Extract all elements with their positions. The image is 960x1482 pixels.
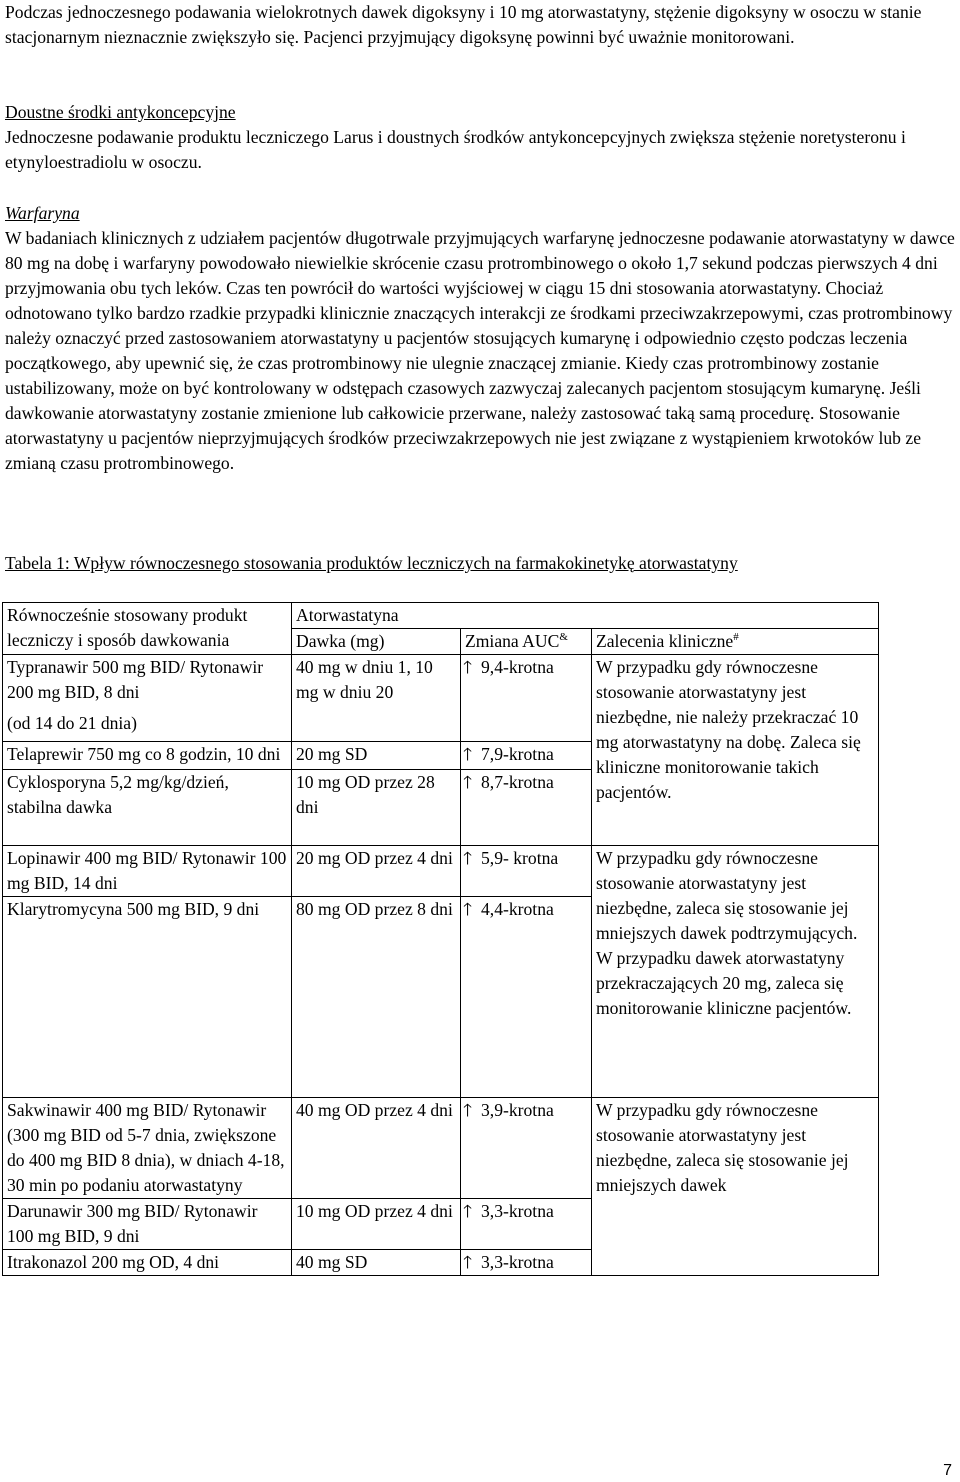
up-arrow-icon: 🡑 bbox=[463, 1100, 473, 1120]
pharmacokinetics-table bbox=[2, 602, 879, 1276]
table-row-drug: Itrakonazol 200 mg OD, 4 dni bbox=[3, 1250, 292, 1276]
up-arrow-icon: 🡑 bbox=[463, 848, 473, 868]
table-row-dose: 40 mg OD przez 4 dni bbox=[292, 1098, 461, 1199]
table-row-dose: 10 mg OD przez 4 dni bbox=[292, 1199, 461, 1250]
recommendation-group-1: W przypadku gdy równoczesne stosowanie atorwastatyny jest niezbędne, nie należy przekraczać 10 mg atorwastatyny na dobę. Zaleca się kliniczne monitorowanie takich pacjentów. bbox=[592, 655, 879, 846]
table-row-change: 🡑 3,3-krotna bbox=[461, 1199, 592, 1250]
table-row-drug: Telaprewir 750 mg co 8 godzin, 10 dni bbox=[3, 742, 292, 770]
up-arrow-icon: 🡑 bbox=[463, 744, 473, 765]
table-row-dose: 20 mg OD przez 4 dni bbox=[292, 846, 461, 897]
up-arrow-icon: 🡑 bbox=[463, 772, 473, 792]
table-row-dose: 40 mg w dniu 1, 10 mg w dniu 20 bbox=[292, 655, 461, 742]
recommendation-group-2: W przypadku gdy równoczesne stosowanie atorwastatyny jest niezbędne, zaleca się stosowanie jej mniejszych dawek podtrzymujących. W przypadku dawek atorwastatyny przekraczających 20 mg, zaleca się monitorowanie kliniczne pacjentów. bbox=[592, 846, 879, 1098]
table-row-dose: 80 mg OD przez 8 dni bbox=[292, 897, 461, 1098]
table-row-change: 🡑 8,7-krotna bbox=[461, 770, 592, 846]
table-row-dose: 20 mg SD bbox=[292, 742, 461, 770]
table-row-dose: 40 mg SD bbox=[292, 1250, 461, 1276]
header-atorvastatin: Atorwastatyna bbox=[292, 603, 879, 629]
table-row-drug: Klarytromycyna 500 mg BID, 9 dni bbox=[3, 897, 292, 1098]
table-row-drug: Cyklosporyna 5,2 mg/kg/dzień, stabilna dawka bbox=[3, 770, 292, 846]
table-row-change: 🡑 5,9- krotna bbox=[461, 846, 592, 897]
table-row-change: 🡑 3,3-krotna bbox=[461, 1250, 592, 1276]
header-auc-change: Zmiana AUC& bbox=[461, 629, 592, 655]
contraceptives-heading: Doustne środki antykoncepcyjne bbox=[5, 102, 236, 122]
up-arrow-icon: 🡑 bbox=[463, 899, 473, 919]
table-row-drug: Sakwinawir 400 mg BID/ Rytonawir (300 mg BID od 5-7 dnia, zwiększone do 400 mg BID 8 dnia), w dniach 4-18, 30 min po podaniu atorwastatyny bbox=[3, 1098, 292, 1199]
contraceptives-paragraph: Jednoczesne podawanie produktu leczniczego Larus i doustnych środków antykoncepcyjnych zwiększa stężenie noretysteronu i etynyloestradiolu w osoczu. bbox=[5, 127, 906, 172]
table-row-drug: Typranawir 500 mg BID/ Rytonawir 200 mg BID, 8 dni (od 14 do 21 dnia) bbox=[3, 655, 292, 742]
table-row-drug: Lopinawir 400 mg BID/ Rytonawir 100 mg BID, 14 dni bbox=[3, 846, 292, 897]
warfarin-paragraph: W badaniach klinicznych z udziałem pacjentów długotrwale przyjmujących warfarynę jednoczesne podawanie atorwastatyny w dawce 80 mg na dobę i warfaryny powodowało niewielkie skrócenie czasu protrombinowego o około 1,7 sekund podczas pierwszych 4 dni przyjmowania obu tych leków. Czas ten powrócił do wartości wyjściowej w ciągu 15 dni stosowania atorwastatyny. Chociaż odnotowano tylko bardzo rzadkie przypadki klinicznie znaczących interakcji ze środkami przeciwzakrzepowymi, czas protrombinowy należy oznaczyć przed zastosowaniem atorwastatyny u pacjentów stosujących kumarynę i odpowiednio często podczas leczenia początkowego, aby upewnić się, że czas protrombinowy nie ulegnie znaczącej zmianie. Kiedy czas protrombinowy zostanie ustabilizowany, może on być kontrolowany w odstępach czasowych zazwyczaj zalecanych pacjentom stosującym kumarynę. Jeśli dawkowanie atorwastatyny zostanie zmienione lub całkowicie przerwane, należy zastosować taką samą procedurę. Stosowanie atorwastatyny u pacjentów nieprzyjmujących środków przeciwzakrzepowych nie jest związane z wystąpieniem krwotoków lub ze zmianą czasu protrombinowego. bbox=[5, 228, 955, 473]
table-row-change: 🡑 9,4-krotna bbox=[461, 655, 592, 742]
table-row-change: 🡑 7,9-krotna bbox=[461, 742, 592, 770]
recommendation-group-3: W przypadku gdy równoczesne stosowanie atorwastatyny jest niezbędne, zaleca się stosowanie jej mniejszych dawek bbox=[592, 1098, 879, 1276]
table-row-change: 🡑 4,4-krotna bbox=[461, 897, 592, 1098]
page-number: 7 bbox=[943, 1462, 952, 1479]
header-drug: Równocześnie stosowany produkt leczniczy i sposób dawkowania bbox=[3, 603, 292, 655]
table-row-drug: Darunawir 300 mg BID/ Rytonawir 100 mg BID, 9 dni bbox=[3, 1199, 292, 1250]
header-dose: Dawka (mg) bbox=[292, 629, 461, 655]
header-recommendations: Zalecenia kliniczne# bbox=[592, 629, 879, 655]
table-row-change: 🡑 3,9-krotna bbox=[461, 1098, 592, 1199]
table-row-dose: 10 mg OD przez 28 dni bbox=[292, 770, 461, 846]
up-arrow-icon: 🡑 bbox=[463, 657, 473, 677]
digoxin-paragraph: Podczas jednoczesnego podawania wielokrotnych dawek digoksyny i 10 mg atorwastatyny, stężenie digoksyny w osoczu w stanie stacjonarnym nieznacznie zwiększyło się. Pacjenci przyjmujący digoksynę powinni być uważnie monitorowani. bbox=[5, 2, 922, 47]
warfarin-heading: Warfaryna bbox=[5, 203, 80, 223]
table-caption: Tabela 1: Wpływ równoczesnego stosowania produktów leczniczych na farmakokinetykę atorwastatyny bbox=[5, 553, 738, 573]
up-arrow-icon: 🡑 bbox=[463, 1201, 473, 1221]
up-arrow-icon: 🡑 bbox=[463, 1252, 473, 1272]
